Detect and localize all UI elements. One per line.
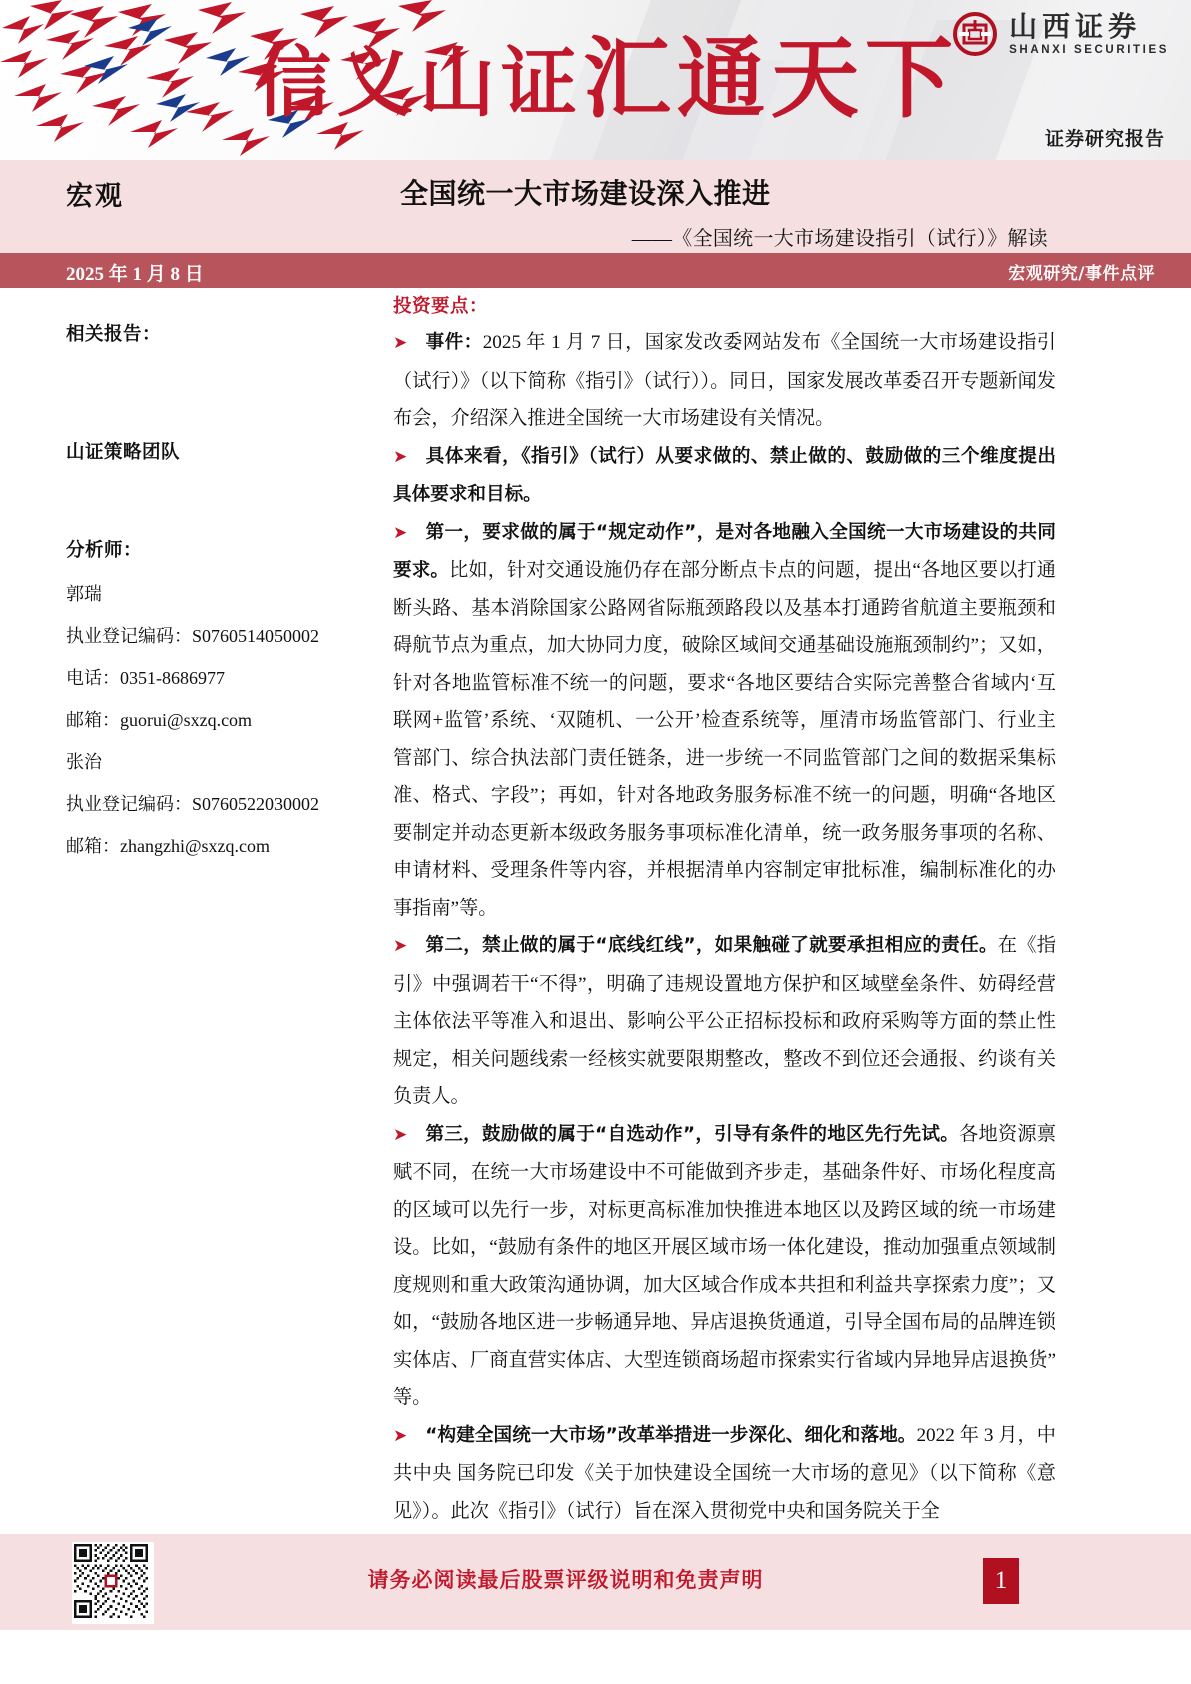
report-type-label: 证券研究报告 (1044, 128, 1165, 150)
analyst-license: 执业登记编码：S0760522030002 (66, 794, 320, 814)
report-kind-label: 宏观 (66, 181, 124, 212)
body-paragraph (393, 324, 1056, 438)
sidebar (66, 320, 376, 874)
logo-text-chinese: 山西证券 (1009, 10, 1142, 44)
paragraph-lead: 第一，要求做的属于“规定动作”，是对各地融入全国统一大市场建设的共同要求。 (393, 521, 1056, 581)
paragraph-lead: “构建全国统一大市场”改革举措进一步深化、细化和落地。 (425, 1424, 917, 1446)
bullet-arrow-icon: ➤ (393, 522, 408, 543)
analyst-phone: 电话：0351-8686977 (66, 668, 225, 688)
body-paragraph (393, 438, 1056, 514)
page-title: 全国统一大市场建设深入推进 (400, 177, 771, 210)
footer-disclaimer: 请务必阅读最后股票评级说明和免责声明 (367, 1568, 764, 1592)
body-paragraph (393, 514, 1056, 928)
paragraph-lead: 第二，禁止做的属于“底线红线”，如果触碰了就要承担相应的责任。 (425, 935, 998, 956)
paragraph-text: 比如，针对交通设施仍存在部分断点卡点的问题，提出“各地区要以打通断头路、基本消除国家公路网省际瓶颈路段以及基本打通跨省航道主要瓶颈和碍航节点为重点，加大协同力度，破除区域间交通基础设施瓶颈制约”；又如，针对各地监管标准不统一的问题，要求“各地区要结合实际完善整合省域内‘互联网+监管’系统、‘双随机、一公开’检查系统等，厘清市场监管部门、行业主管部门、综合执法部门责任链条，进一步统一不同监管部门之间的数据采集标准、格式、字段”；再如，针对各地政务服务标准不统一的问题，明确“各地区要制定并动态更新本级政务服务事项标准化清单，统一政务服务事项的名称、申请材料、受理条件等内容，并根据清单内容制定审批标准，编制标准化的办事指南”等。 (393, 560, 1056, 919)
analyst-entry (66, 580, 376, 732)
page-subtitle: ——《全国统一大市场建设指引（试行）》解读 (631, 228, 1048, 250)
bullet-arrow-icon: ➤ (393, 1124, 408, 1145)
banner-slogan-part2: 汇通天下 (583, 26, 960, 130)
banner-slogan (255, 18, 960, 138)
shanxi-securities-logo-icon (953, 12, 997, 56)
report-date: 2025 年 1 月 8 日 (66, 264, 204, 285)
paragraph-lead: 具体来看，《指引》（试行）从要求做的、禁止做的、鼓励做的三个维度提出具体要求和目标。 (393, 445, 1056, 505)
body-paragraph (393, 1417, 1056, 1531)
analyst-email[interactable]: 邮箱：guorui@sxzq.com (66, 710, 253, 730)
paragraph-text: 2022 年 3 月，中共中央 国务院已印发《关于加快建设全国统一大市场的意见》（以下简称《意见》）。此次《指引》（试行）旨在深入贯彻党中央和国务院关于全 (393, 1424, 1056, 1522)
analyst-email[interactable]: 邮箱：zhangzhi@sxzq.com (66, 836, 271, 856)
title-block (0, 160, 1191, 253)
analyst-section-label: 分析师： (66, 540, 143, 561)
paragraph-text: 在《指引》中强调若干“不得”，明确了违规设置地方保护和区域壁垒条件、妨碍经营主体依法平等准入和退出、影响公平公正招标投标和政府采购等方面的禁止性规定，相关问题线索一经核实就要限期整改，整改不到位还会通报、约谈有关负责人。 (393, 935, 1056, 1107)
page-number: 1 (983, 1558, 1019, 1604)
paragraph-text: 各地资源禀赋不同，在统一大市场建设中不可能做到齐步走，基础条件好、市场化程度高的区域可以先行一步，对标更高标准加快推进本地区以及跨区域的统一市场建设。比如，“鼓励有条件的地区开展区域市场一体化建设，推动加强重点领域制度规则和重大政策沟通协调，加大区域合作成本共担和利益共享探索力度”；又如，“鼓励各地区进一步畅通异地、异店退换货通道，引导全国布局的品牌连锁实体店、厂商直营实体店、大型连锁商场超市探索实行省域内异地异店退换货”等。 (393, 1123, 1056, 1408)
body-paragraph (393, 927, 1056, 1116)
paragraph-lead: 第三，鼓励做的属于“自选动作”，引导有条件的地区先行先试。 (425, 1123, 960, 1145)
related-reports-label: 相关报告： (66, 324, 162, 345)
analyst-name: 张治 (66, 752, 102, 772)
logo-text-english: SHANXI SECURITIES (1009, 43, 1169, 56)
page-footer (0, 1534, 1191, 1630)
bullet-arrow-icon: ➤ (393, 936, 408, 956)
bullet-arrow-icon: ➤ (393, 333, 408, 353)
paragraph-lead: 事件： (425, 332, 483, 353)
body-column (393, 292, 1056, 1530)
bullet-arrow-icon: ➤ (393, 1425, 408, 1446)
analyst-name: 郭瑞 (66, 584, 102, 604)
paragraph-text: 2025 年 1 月 7 日，国家发改委网站发布《全国统一大市场建设指引（试行）》（以下简称《指引》（试行））。同日，国家发展改革委召开专题新闻发布会，介绍深入推进全国统一大市场建设有关情况。 (393, 332, 1056, 429)
body-paragraph (393, 1116, 1056, 1417)
investment-points-heading: 投资要点： (393, 296, 489, 317)
bullet-arrow-icon: ➤ (393, 446, 408, 467)
report-category: 宏观研究/事件点评 (1008, 264, 1155, 284)
date-bar (0, 253, 1191, 288)
page-banner (0, 0, 1191, 160)
company-logo (953, 12, 1169, 56)
analyst-license: 执业登记编码：S0760514050002 (66, 626, 320, 646)
team-name: 山证策略团队 (66, 442, 181, 463)
analyst-entry (66, 748, 376, 858)
banner-slogan-part1: 信义山证 (255, 38, 583, 127)
